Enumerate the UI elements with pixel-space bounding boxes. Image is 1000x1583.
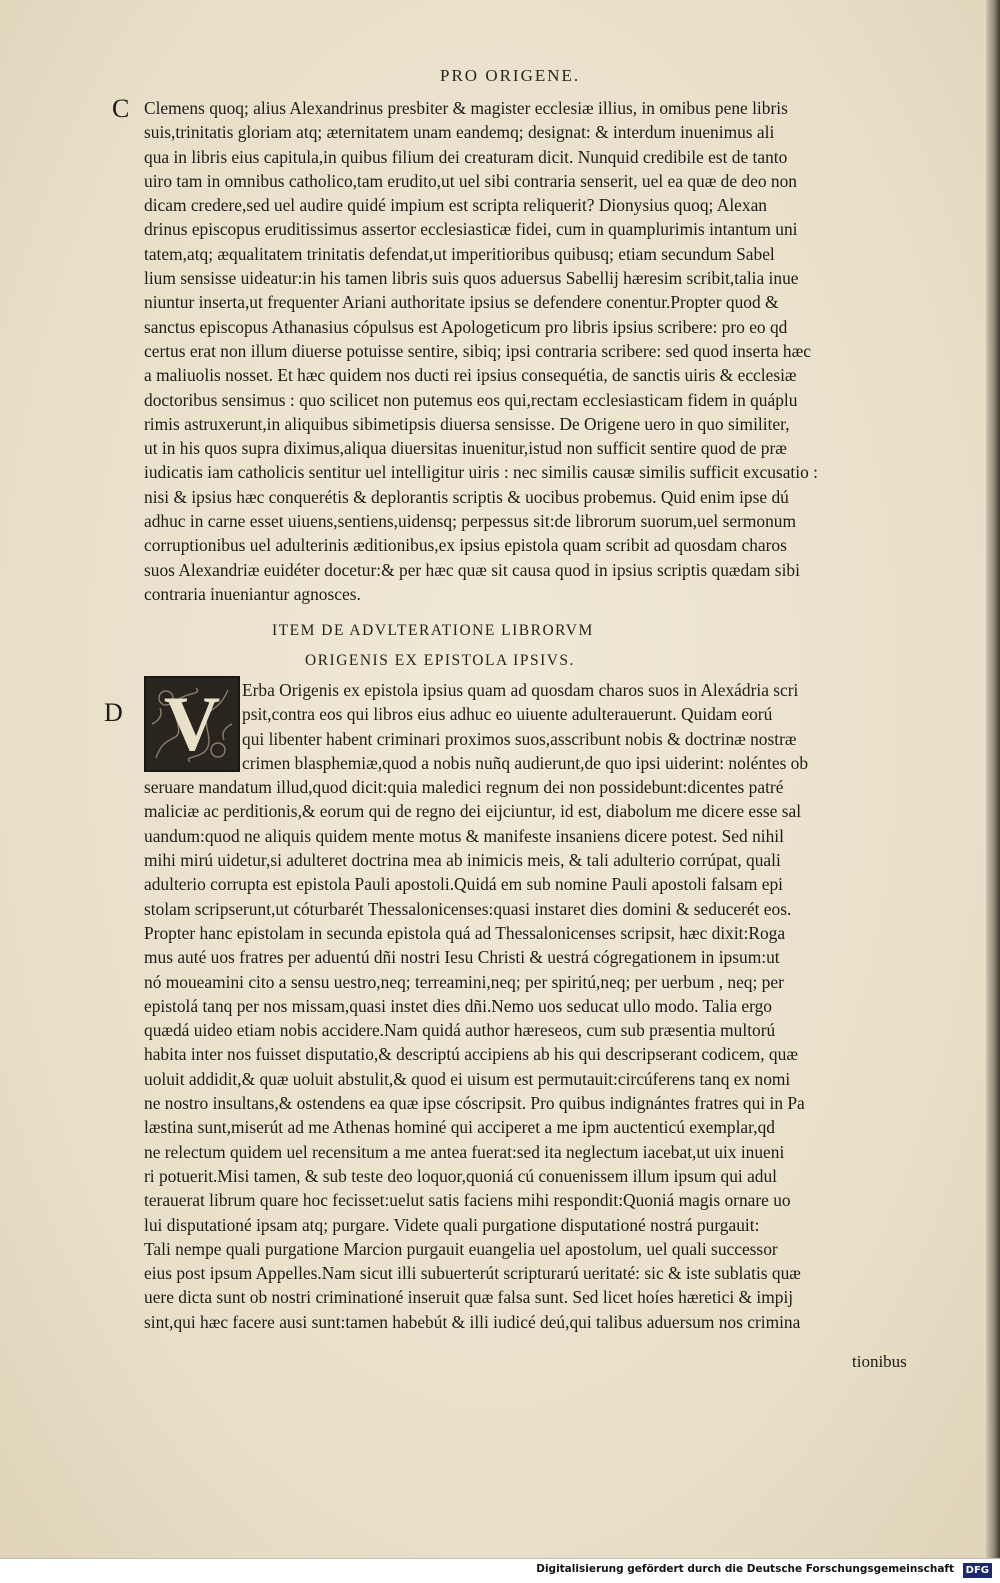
scan-page-edge: [986, 0, 1000, 1558]
text-line: uiro tam in omnibus catholico,tam erudito,ut uel sibi contraria senserit, uel ea quæ de deo non: [144, 170, 797, 191]
text-line: ut in his quos supra diximus,aliqua diuersitas inuenitur,istud non sufficit sentire quod de præ: [144, 438, 787, 459]
text-line: terauerat librum quare hoc fecisset:uelut satis faciens mihi respondit:Quoniá magis ornare uo: [144, 1190, 791, 1211]
margin-marker-d: D: [104, 698, 123, 727]
text-line: qui libenter habent criminari proximos suos,asscribunt nobis & doctrinæ nostræ: [242, 728, 797, 749]
text-line: Erba Origenis ex epistola ipsius quam ad quosdam charos suos in Alexádria scri: [242, 680, 799, 700]
text-line: a maliuolis nosset. Et hæc quidem nos ducti rei ipsius consequétia, de sanctis uiris & ecclesiæ: [144, 365, 797, 386]
text-line: sanctus episcopus Athanasius cópulsus est Apologeticum pro libris ipsius scribere: pro eo qd: [144, 316, 788, 337]
text-line: lium sensisse uideatur:in his tamen libris suis quos aduersus Sabellij hæresim scribit,talia inue: [144, 268, 799, 289]
text-line: dicam credere,sed uel audire quidé impium est scripta reliquerit? Dionysius quoq; Alexan: [144, 195, 767, 216]
running-head: PRO ORIGENE.: [440, 66, 581, 85]
text-line: Propter hanc epistolam in secunda epistola quá ad Thessalonicenses scripsit, hæc dixit:Roga: [144, 922, 786, 943]
text-line: seruare mandatum illud,quod dicit:quia maledici regnum dei non possidebunt:dicentes patré: [144, 777, 784, 798]
text-line: drinus episcopus eruditissimus assertor ecclesiasticæ fidei, cum in quamplurimis intantum uni: [144, 219, 798, 240]
text-line: mus auté uos fratres per aduentú dñi nostri Iesu Christi & uestrá cógregationem in ipsum:ut: [144, 947, 780, 968]
text-line: nisi & ipsius hæc conquerétis & deplorantis scriptis & uocibus probemus. Quid enim ipse dú: [144, 486, 789, 507]
text-line: doctoribus sensimus : quo scilicet non putemus eos qui,rectam ecclesiasticam fidem in quáplu: [144, 389, 798, 410]
text-line: iudicatis iam catholicis sentitur uel intelligitur uiris : nec similis causæ similis sufficit excusatio :: [144, 462, 818, 483]
text-line: nó moueamini cito a sensu uestro,neq; terreamini,neq; per spiritú,neq; per uerbum , neq; per: [144, 971, 784, 992]
initial-letter: V: [163, 680, 221, 767]
text-line: contraria inueniantur agnosces.: [144, 583, 361, 604]
dfg-logo: DFG: [963, 1563, 992, 1578]
text-line: certus erat non illum diuerse potuisse sentire, sibiq; ipsi contraria scribere: sed quod inserta hæc: [144, 340, 811, 361]
text-line: uandum:quod ne aliquis quidem mente motus & manifeste insaniens dicere potest. Sed nihil: [144, 825, 784, 846]
funding-notice: Digitalisierung gefördert durch die Deutsche Forschungsgemeinschaft: [536, 1563, 954, 1575]
text-line: epistolá tanq per nos missam,quasi instet dies dñi.Nemo uos seducat ullo modo. Talia ergo: [144, 995, 772, 1016]
section-heading: ITEM DE ADVLTERATIONE LIBRORVM: [272, 622, 594, 639]
text-line: uere dicta sunt ob nostri criminationé inseruit quæ falsa sunt. Sed licet hoíes hæretici & impij: [144, 1287, 794, 1308]
text-line: uoluit addidit,& quæ uoluit abstulit,& quod ei uisum est permutauit:circúferens tanq ex nomi: [144, 1068, 791, 1089]
text-line: psit,contra eos qui libros eius adhuc eo uiuente adulterauerunt. Quidam eorú: [242, 704, 773, 725]
text-line: lui disputationé ipsam atq; purgare. Videte quali purgatione disputationé nostrá purgauit:: [144, 1214, 760, 1235]
text-line: tatem,atq; æqualitatem trinitatis defendat,ut imperitioribus quibusq; etiam secundum Sabel: [144, 243, 775, 264]
text-line: Tali nempe quali purgatione Marcion purgauit euangelia uel apostolum, uel quali successor: [144, 1238, 778, 1259]
digitization-footer: [0, 1558, 1000, 1583]
text-line: corruptionibus uel adulterinis æditionibus,ex ipsius epistola quam scribit ad quosdam charos: [144, 535, 787, 556]
text-line: maliciæ ac perditionis,& eorum qui de regno dei eijciuntur, id est, diabolum me dicere esse sal: [144, 801, 802, 822]
text-line: adulterio corrupta est epistola Pauli apostoli.Quidá em sub nomine Pauli apostoli falsam epi: [144, 874, 783, 895]
section-subheading: ORIGENIS EX EPISTOLA IPSIVS.: [305, 652, 575, 669]
margin-marker-c: C: [112, 94, 130, 123]
text-line: mihi mirú uidetur,si adulteret doctrina mea ab inimicis meis, & tali adulterio corrúpat, quali: [144, 850, 781, 871]
text-line: adhuc in carne esset uiuens,sentiens,uidensq; perpessus sit:de librorum suorum,uel sermonum: [144, 511, 797, 532]
text-line: rimis astruxerunt,in aliquibus sibimetipsis diuersa sensisse. De Origene uero in quo similiter,: [144, 413, 790, 434]
paragraph-origen-letter: [144, 678, 934, 1334]
text-line: stolam scripserunt,ut cóturbarét Thessalonicenses:quasi instaret dies domini & seducerét eos.: [144, 898, 792, 919]
text-line: suis,trinitatis gloriam atq; æternitatem unam eandemq; designat: & interdum inuenimus ali: [144, 122, 775, 143]
text-line: qua in libris eius capitula,in quibus filium dei creaturam dicit. Nunquid credibile est de tanto: [144, 146, 788, 167]
text-line: suos Alexandriæ euidéter docetur:& per hæc quæ sit causa quod in ipsius scriptis quædam sibi: [144, 559, 800, 580]
text-line: habita inter nos fuisset disputatio,& descriptú accipiens ab his qui descripserant codicem, quæ: [144, 1044, 798, 1065]
paragraph-clemens: [144, 96, 934, 606]
text-line: niuntur inserta,ut frequenter Ariani authoritate ipsius se defendere conentur.Propter quod &: [144, 292, 779, 313]
catchword: tionibus: [852, 1352, 907, 1371]
text-line: Clemens quoq; alius Alexandrinus presbiter & magister ecclesiæ illius, in omibus pene libris: [144, 98, 788, 118]
text-line: sint,qui hæc facere ausi sunt:tamen habebút & illi iudicé deú,qui talibus aduersum nos crimina: [144, 1311, 801, 1332]
text-line: crimen blasphemiæ,quod a nobis nuñq audierunt,de quo ipsi uiderint: noléntes ob: [242, 752, 809, 773]
text-line: læstina sunt,miserút ad me Athenas hominé qui acciperet a me ipm auctenticú exemplar,qd: [144, 1117, 775, 1138]
text-line: ne nostro insultans,& ostendens ea quæ ipse cóscripsit. Pro quibus indignántes fratres qui in Pa: [144, 1093, 805, 1114]
text-line: ne relectum quidem uel recensitum a me antea fuerat:sed ita neglectum iacebat,ut uix inueni: [144, 1141, 785, 1162]
text-line: ri potuerit.Misi tamen, & sub teste deo loquor,quoniá cú conuenissem illum ipsum qui adul: [144, 1165, 778, 1186]
text-line: quædá uideo etiam nobis accidere.Nam quidá author hæreseos, cum sub præsentia multorú: [144, 1020, 776, 1041]
text-line: eius post ipsum Appelles.Nam sicut illi subuerterút scripturarú ueritaté: sic & iste sublatis quæ: [144, 1263, 801, 1284]
